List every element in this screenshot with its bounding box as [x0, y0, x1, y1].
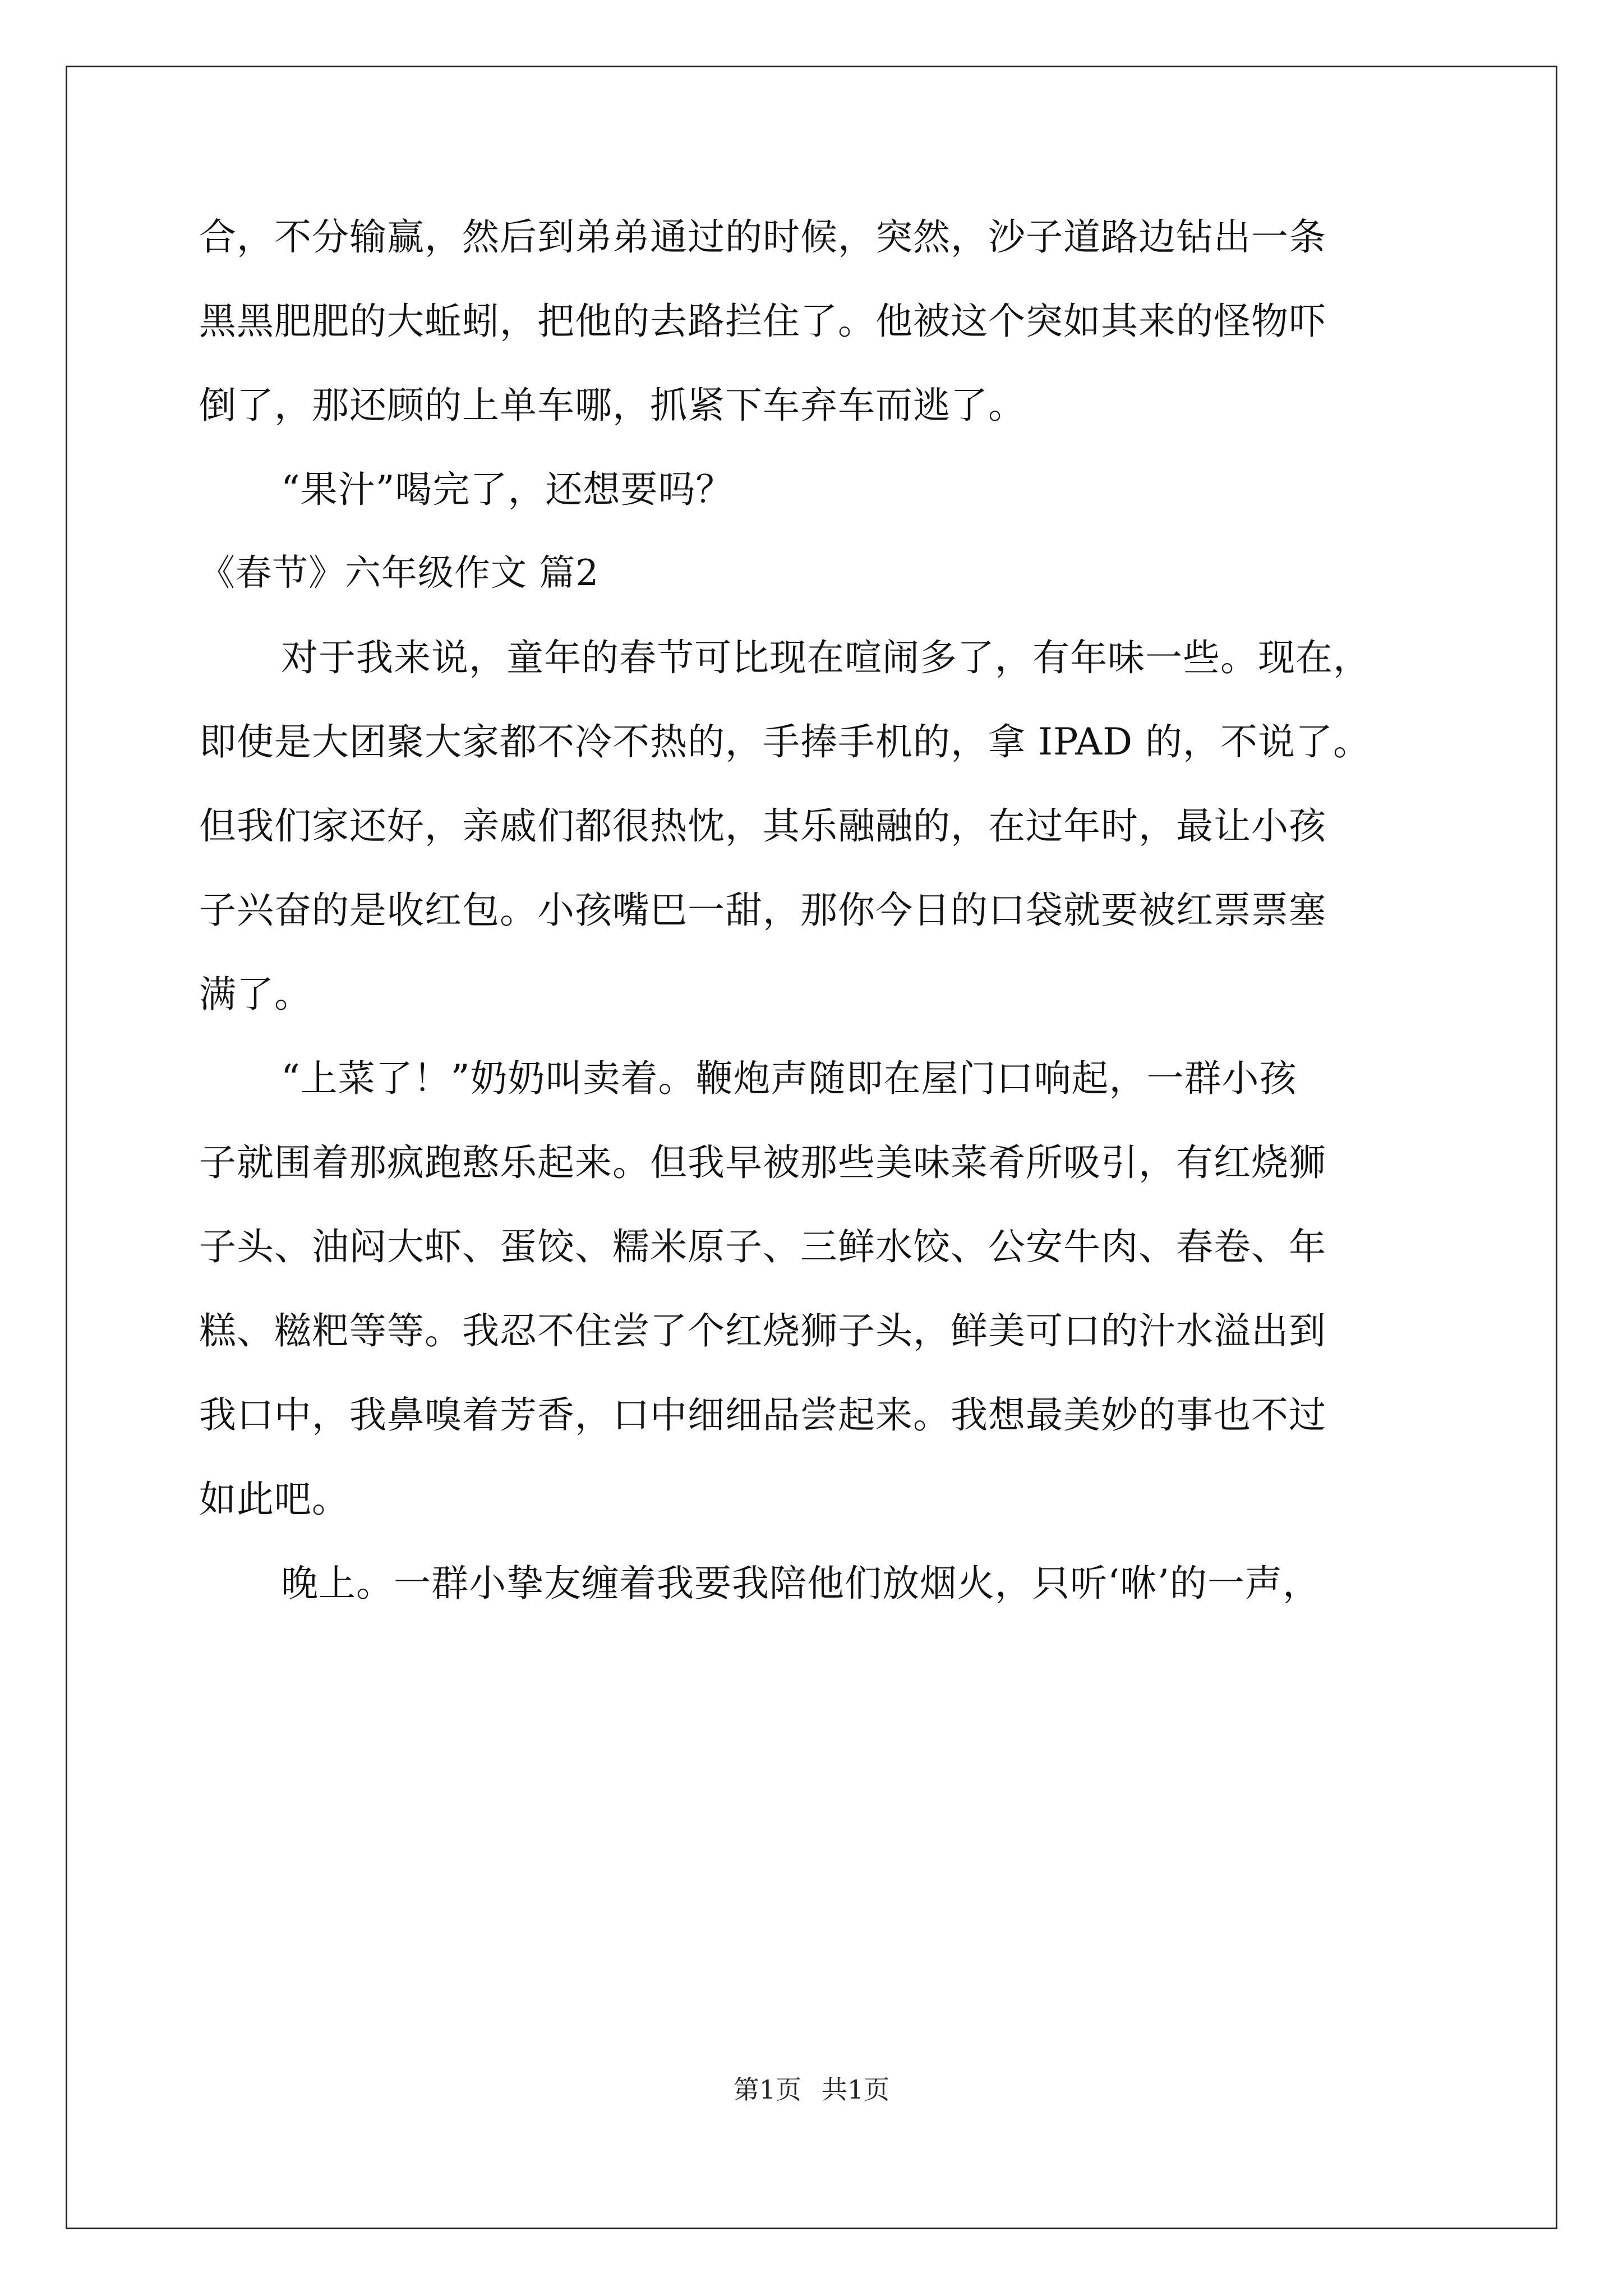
text-line: 倒了，那还顾的上单车哪，抓紧下车弃车而逃了。	[199, 384, 1026, 427]
text-line: 满了。	[199, 973, 312, 1016]
text-line: 子就围着那疯跑憨乐起来。但我早被那些美味菜肴所吸引，有红烧狮	[199, 1141, 1326, 1184]
text-line: 对于我来说，童年的春节可比现在喧闹多了，有年味一些。现在，	[281, 636, 1371, 679]
page-total: 共1页	[822, 2074, 890, 2105]
text-line: 但我们家还好，亲戚们都很热忱，其乐融融的，在过年时，最让小孩	[199, 804, 1326, 848]
text-line: 黑黑肥肥的大蚯蚓，把他的去路拦住了。他被这个突如其来的怪物吓	[199, 300, 1326, 343]
document-body	[199, 208, 1455, 1638]
text-line: “上菜了！”奶奶叫卖着。鞭炮声随即在屋门口响起，一群小孩	[281, 1057, 1297, 1100]
text-line: 子头、油闷大虾、蛋饺、糯米原子、三鲜水饺、公安牛肉、春卷、年	[199, 1225, 1326, 1268]
text-line: 子兴奋的是收红包。小孩嘴巴一甜，那你今日的口袋就要被红票票塞	[199, 889, 1326, 932]
page-footer	[0, 2073, 1623, 2106]
text-line: 如此吧。	[199, 1478, 349, 1521]
text-line: 晚上。一群小挚友缠着我要我陪他们放烟火，只听‘咻’的一声，	[281, 1562, 1320, 1605]
text-line: 合，不分输赢，然后到弟弟通过的时候，突然，沙子道路边钻出一条	[199, 215, 1326, 259]
section-heading: 《春节》六年级作文 篇2	[199, 553, 600, 594]
text-line: “果汁”喝完了，还想要吗？	[281, 468, 734, 511]
text-line: 糕、糍粑等等。我忍不住尝了个红烧狮子头，鲜美可口的汁水溢出到	[199, 1309, 1326, 1352]
text-line: 我口中，我鼻嗅着芳香，口中细细品尝起来。我想最美妙的事也不过	[199, 1393, 1326, 1437]
page-number: 第1页	[733, 2074, 801, 2105]
text-line: 即使是大团聚大家都不冷不热的，手捧手机的，拿 IPAD 的，不说了。	[199, 720, 1371, 763]
